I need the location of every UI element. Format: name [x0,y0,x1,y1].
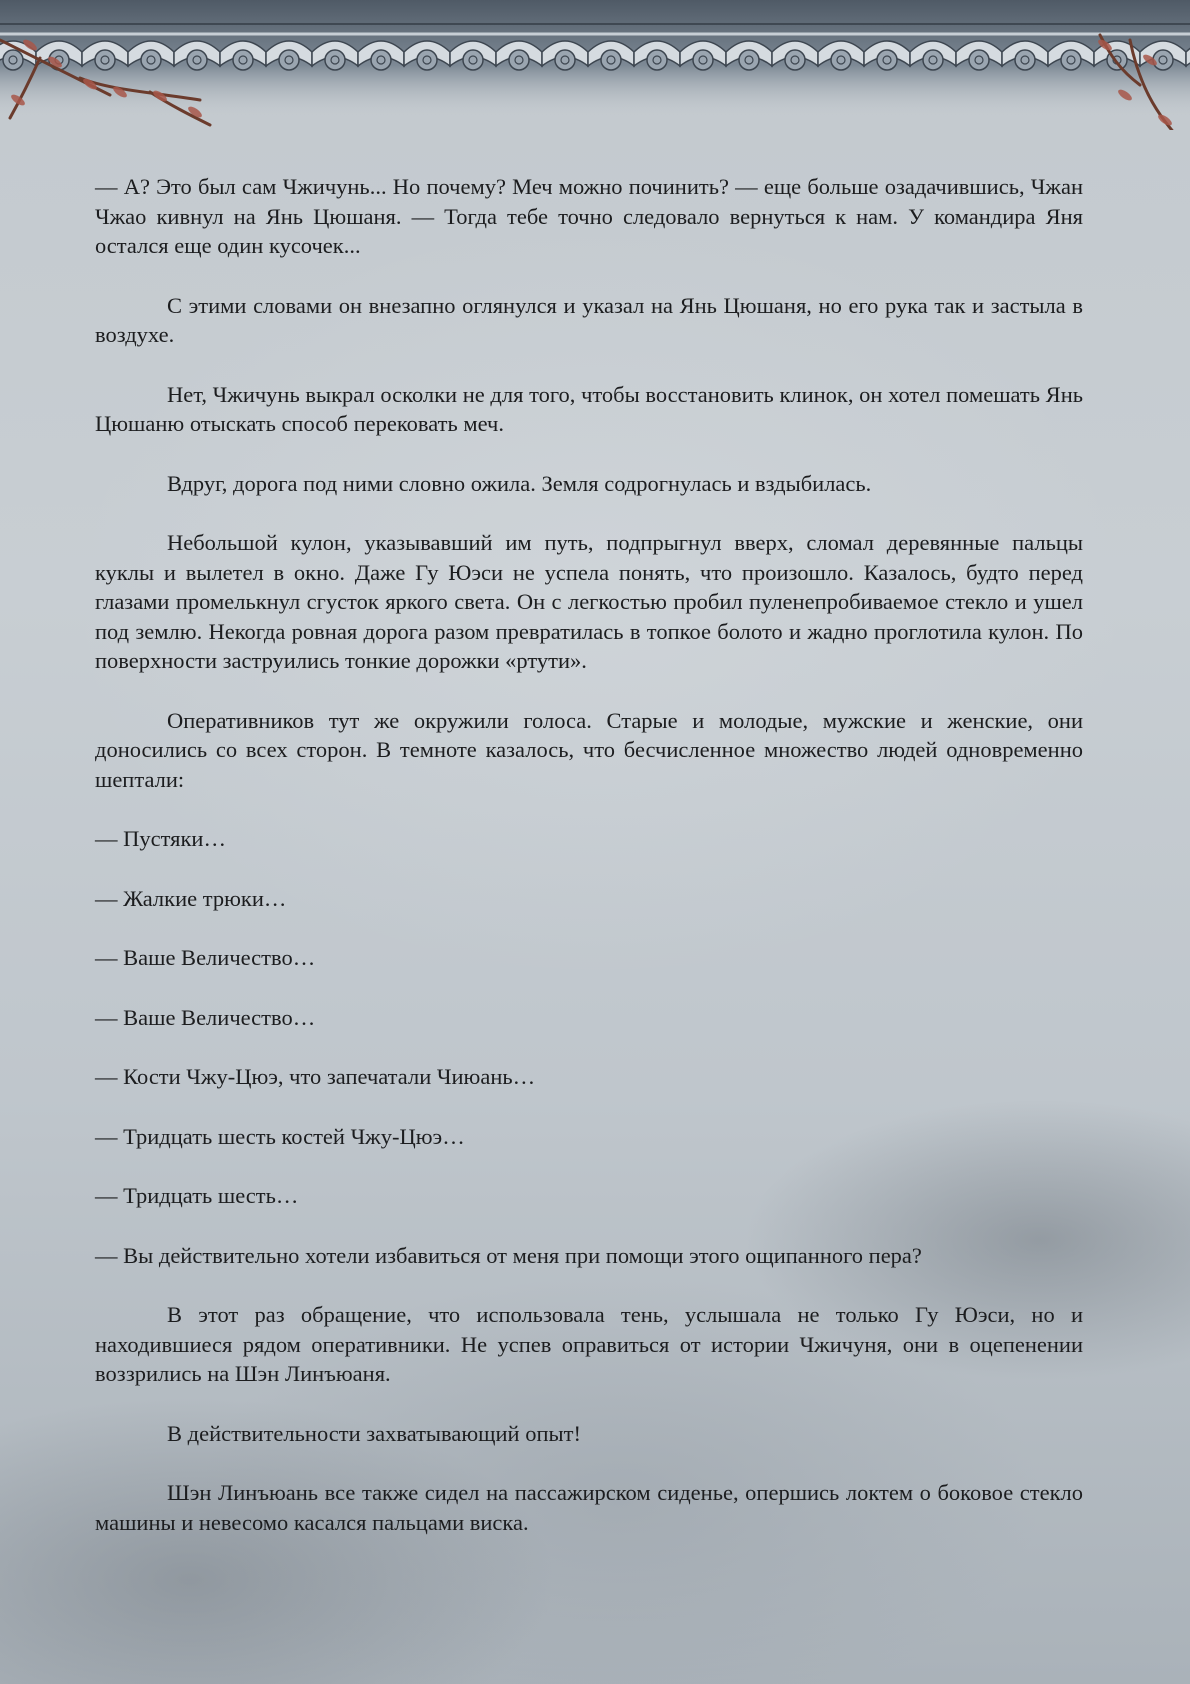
paragraph-2: С этими словами он внезапно оглянулся и указал на Янь Цюшаня, но его рука так и застыла в воздухе. [95,292,1083,347]
paragraph-7: В этот раз обращение, что использовала тень, услышала не только Гу Юэси, но и находившиеся рядом оперативники. Не успев оправиться от истории Чжичуня, они в оцепенении воззрились на Шэн Линъюаня. [95,1302,1083,1386]
dialog-line-1: — Пустяки… [95,826,226,851]
paragraph-6: Оперативников тут же окружили голоса. Старые и молодые, мужские и женские, они доносились со всех сторон. В темноте казалось, что бесчисленное множество людей одновременно шептали: [95,707,1083,792]
paragraph-9: Шэн Линъюань все также сидел на пассажирском сиденье, опершись локтем о боковое стекло машины и невесомо касался пальцами виска. [95,1480,1083,1535]
roof-tiles-decoration [0,0,1190,130]
paragraph-3: Нет, Чжичунь выкрал осколки не для того, чтобы восстановить клинок, он хотел помешать Янь Цюшаню отыскать способ перековать меч. [95,381,1083,436]
dialog-line-5: — Кости Чжу-Цюэ, что запечатали Чиюань… [95,1064,536,1089]
dialog-line-2: — Жалкие трюки… [95,885,287,911]
dialog-line-4: — Ваше Величество… [95,1004,316,1030]
dialog-line-7: — Тридцать шесть… [95,1183,299,1208]
paragraph-5: Небольшой кулон, указывавший им путь, подпрыгнул вверх, сломал деревянные пальцы куклы и вылетел в окно. Даже Гу Юэси не успела понять, что произошло. Казалось, будто перед глазами промелькнул сгусток яркого света. Он с легкостью пробил пуленепробиваемое стекло и ушел под землю. Некогда ровная дорога разом превратилась в топкое болото и жадно проглотила кулон. По поверхности заструились тонкие дорожки «ртути». [95,530,1083,673]
dialog-line-3: — Ваше Величество… [95,945,316,970]
paragraph-8: В действительности захватывающий опыт! [167,1420,581,1446]
dialog-line-6: — Тридцать шесть костей Чжу-Цюэ… [95,1123,465,1149]
paragraph-1: — А? Это был сам Чжичунь... Но почему? Меч можно починить? — еще больше озадачившись, Чжан Чжао кивнул на Янь Цюшаня. — Тогда тебе точно следовало вернуться к нам. У командира Яня остался еще один кусочек... [95,174,1083,258]
dialog-line-8: — Вы действительно хотели избавиться от меня при помощи этого ощипанного пера? [95,1242,922,1268]
paragraph-4: Вдруг, дорога под ними словно ожила. Земля содрогнулась и вздыбилась. [167,470,872,496]
chapter-text [95,172,1083,1567]
